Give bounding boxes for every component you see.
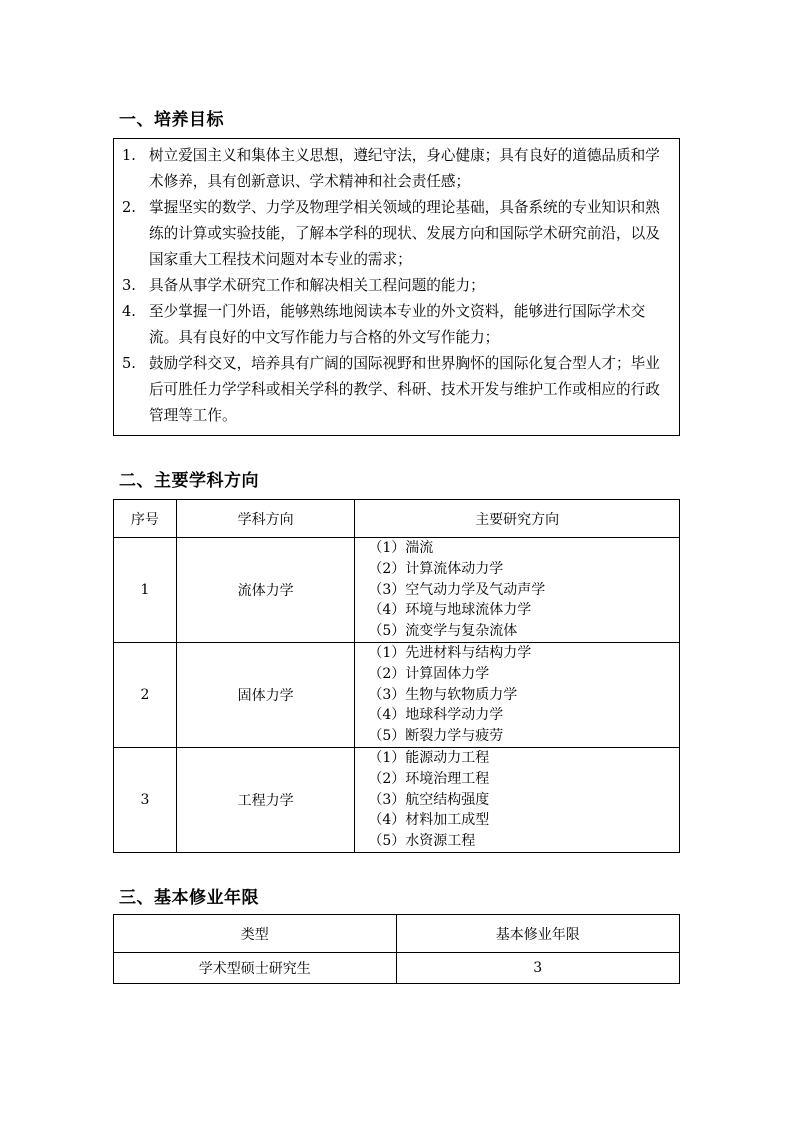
goal-item bbox=[122, 143, 671, 195]
goal-number: 1. bbox=[122, 147, 136, 164]
table-row bbox=[114, 642, 680, 747]
goal-item bbox=[122, 195, 671, 273]
research-item: （3）航空结构强度 bbox=[368, 791, 490, 808]
research-item: （5）断裂力学与疲劳 bbox=[368, 728, 504, 745]
goal-item bbox=[122, 351, 671, 429]
row-direction: 工程力学 bbox=[176, 747, 355, 852]
goal-number: 5. bbox=[122, 355, 136, 372]
discipline-directions-table bbox=[113, 499, 680, 853]
section-title-discipline-directions: 二、主要学科方向 bbox=[119, 471, 259, 491]
header-years: 基本修业年限 bbox=[396, 915, 680, 953]
research-item: （2）环境治理工程 bbox=[368, 770, 490, 787]
goal-text: 树立爱国主义和集体主义思想，遵纪守法，身心健康；具有良好的道德品质和学术修养，具有创新意识、学术精神和社会责任感； bbox=[149, 147, 660, 190]
row-research-list bbox=[355, 642, 680, 747]
goal-text: 鼓励学科交叉，培养具有广阔的国际视野和世界胸怀的国际化复合型人才；毕业后可胜任力学学科或相关学科的教学、科研、技术开发与维护工作或相应的行政管理等工作。 bbox=[149, 355, 660, 424]
goal-text: 至少掌握一门外语，能够熟练地阅读本专业的外文资料，能够进行国际学术交流。具有良好的中文写作能力与合格的外文写作能力； bbox=[149, 303, 646, 346]
research-item: （1）先进材料与结构力学 bbox=[368, 644, 532, 661]
table-header-row bbox=[114, 500, 680, 538]
row-research-list bbox=[355, 538, 680, 643]
table-row bbox=[114, 747, 680, 852]
research-item: （2）计算固体力学 bbox=[368, 665, 490, 682]
research-item: （5）流变学与复杂流体 bbox=[368, 623, 518, 640]
row-seq: 2 bbox=[114, 642, 177, 747]
header-research: 主要研究方向 bbox=[355, 500, 680, 538]
row-direction: 固体力学 bbox=[176, 642, 355, 747]
row-seq: 1 bbox=[114, 538, 177, 643]
goal-number: 4. bbox=[122, 303, 136, 320]
goal-text: 掌握坚实的数学、力学及物理学相关领域的理论基础，具备系统的专业知识和熟练的计算或实验技能，了解本学科的现状、发展方向和国际学术研究前沿，以及国家重大工程技术问题对本专业的需求； bbox=[149, 199, 660, 268]
goal-number: 3. bbox=[122, 277, 136, 294]
goal-text: 具备从事学术研究工作和解决相关工程问题的能力； bbox=[149, 277, 485, 294]
section-title-training-goals: 一、培养目标 bbox=[119, 110, 224, 130]
row-years: 3 bbox=[396, 953, 680, 984]
research-item: （1）能源动力工程 bbox=[368, 749, 490, 766]
table-header-row bbox=[114, 915, 680, 953]
research-item: （5）水资源工程 bbox=[368, 833, 476, 850]
goal-item bbox=[122, 273, 671, 299]
research-item: （3）生物与软物质力学 bbox=[368, 686, 518, 703]
table-row bbox=[114, 538, 680, 643]
research-item: （1）湍流 bbox=[368, 540, 434, 556]
research-item: （4）地球科学动力学 bbox=[368, 707, 504, 724]
research-item: （4）环境与地球流体力学 bbox=[368, 602, 532, 619]
header-direction: 学科方向 bbox=[176, 500, 355, 538]
table-row bbox=[114, 953, 680, 984]
research-item: （3）空气动力学及气动声学 bbox=[368, 581, 546, 598]
research-item: （4）材料加工成型 bbox=[368, 812, 490, 829]
training-goals-box bbox=[113, 138, 680, 436]
row-seq: 3 bbox=[114, 747, 177, 852]
section-title-study-duration: 三、基本修业年限 bbox=[119, 888, 259, 908]
row-direction: 流体力学 bbox=[176, 538, 355, 643]
research-item: （2）计算流体动力学 bbox=[368, 560, 504, 577]
row-research-list bbox=[355, 747, 680, 852]
goal-item bbox=[122, 299, 671, 351]
goal-number: 2. bbox=[122, 199, 136, 216]
header-seq: 序号 bbox=[114, 500, 177, 538]
row-type: 学术型硕士研究生 bbox=[114, 953, 397, 984]
header-type: 类型 bbox=[114, 915, 397, 953]
study-duration-table bbox=[113, 914, 680, 984]
